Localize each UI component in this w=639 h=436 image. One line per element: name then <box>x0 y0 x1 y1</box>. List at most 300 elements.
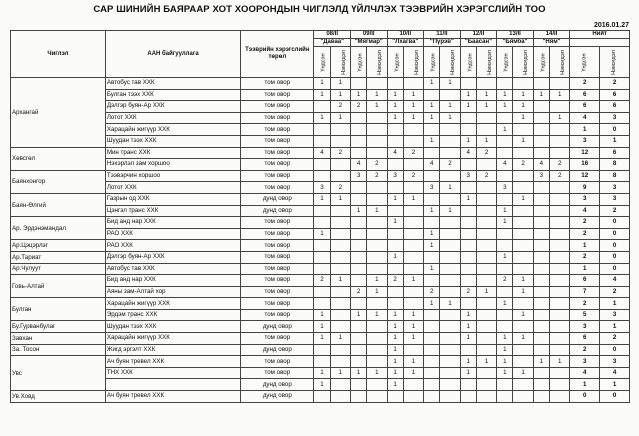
day-count <box>476 159 496 171</box>
day-count <box>533 78 549 90</box>
day-count <box>403 286 423 298</box>
day-count <box>513 147 533 159</box>
day-count: 1 <box>403 89 423 101</box>
day-name: "Баасан" <box>460 39 497 47</box>
day-count <box>460 344 476 356</box>
day-count <box>550 135 570 147</box>
vehicle-type: том овор <box>241 356 314 368</box>
day-count <box>513 321 533 333</box>
aimag-name: Завхан <box>11 333 106 345</box>
vehicle-type: дунд овор <box>241 379 314 391</box>
day-count <box>550 147 570 159</box>
total-count: 16 <box>570 159 600 171</box>
total-count: 4 <box>570 367 600 379</box>
total-count: 0 <box>570 391 600 403</box>
day-count: 1 <box>440 78 460 90</box>
day-count <box>513 356 533 368</box>
company-name: Лотот ХХК <box>105 182 240 194</box>
day-count: 1 <box>387 321 403 333</box>
day-count: 1 <box>387 309 403 321</box>
day-count <box>513 344 533 356</box>
day-count: 1 <box>387 101 403 113</box>
day-count <box>367 333 387 345</box>
day-count <box>367 391 387 403</box>
day-count: 1 <box>497 217 513 229</box>
day-count: 2 <box>497 275 513 287</box>
total-count: 0 <box>600 240 630 252</box>
day-count <box>497 321 513 333</box>
aimag-name: Архангай <box>11 78 106 148</box>
total-count: 2 <box>600 205 630 217</box>
day-count <box>460 205 476 217</box>
day-count <box>460 78 476 90</box>
day-count <box>497 379 513 391</box>
day-date: 10/II <box>387 31 424 39</box>
day-count: 3 <box>314 182 330 194</box>
day-count <box>497 193 513 205</box>
vehicle-type: том овор <box>241 333 314 345</box>
day-count <box>460 391 476 403</box>
day-count <box>367 124 387 136</box>
total-count: 1 <box>570 240 600 252</box>
company-name: Харацайн жигүүр ХХК <box>105 333 240 345</box>
day-count <box>476 112 496 124</box>
day-count <box>533 217 549 229</box>
day-count: 1 <box>497 205 513 217</box>
day-count <box>476 240 496 252</box>
day-count <box>440 286 460 298</box>
total-count: 12 <box>570 170 600 182</box>
day-count <box>460 228 476 240</box>
table-row <box>11 333 630 345</box>
day-count <box>330 344 350 356</box>
sub-label: Үндсэн <box>430 52 437 72</box>
day-count: 1 <box>440 101 460 113</box>
day-count <box>476 78 496 90</box>
total-count: 3 <box>600 193 630 205</box>
day-count <box>550 101 570 113</box>
day-count <box>387 159 403 171</box>
total-count: 4 <box>600 275 630 287</box>
day-date: 09/II <box>350 31 387 39</box>
day-count <box>387 391 403 403</box>
day-count <box>350 344 366 356</box>
day-count: 2 <box>367 170 387 182</box>
vehicle-type: том овор <box>241 240 314 252</box>
table-row <box>11 321 630 333</box>
day-count: 2 <box>330 101 350 113</box>
aimag-name: Ар.Чулуут <box>11 263 106 275</box>
day-count <box>476 367 496 379</box>
document-date: 2016.01.27 <box>593 22 629 29</box>
day-count <box>367 182 387 194</box>
day-count: 1 <box>497 251 513 263</box>
day-count <box>424 89 440 101</box>
day-count <box>513 391 533 403</box>
vehicle-type: дунд овор <box>241 193 314 205</box>
total-count: 7 <box>570 286 600 298</box>
day-count <box>533 182 549 194</box>
day-count <box>513 263 533 275</box>
day-count <box>330 391 350 403</box>
vehicle-type: дунд овор <box>241 344 314 356</box>
day-count: 1 <box>550 356 570 368</box>
day-count <box>330 217 350 229</box>
day-count <box>330 321 350 333</box>
day-count <box>350 228 366 240</box>
sub-sub1 <box>350 47 366 78</box>
day-count: 1 <box>387 217 403 229</box>
table-row <box>11 78 630 90</box>
day-count: 1 <box>387 379 403 391</box>
day-count: 1 <box>387 333 403 345</box>
day-count: 1 <box>314 321 330 333</box>
vehicle-type: том овор <box>241 170 314 182</box>
day-count <box>440 240 460 252</box>
day-count <box>440 356 460 368</box>
day-count <box>533 344 549 356</box>
sub-sub2 <box>330 47 350 78</box>
day-count <box>424 333 440 345</box>
day-count: 1 <box>497 344 513 356</box>
total-count: 2 <box>600 333 630 345</box>
total-count: 1 <box>570 124 600 136</box>
total-count: 3 <box>600 182 630 194</box>
day-count <box>403 159 423 171</box>
day-count: 1 <box>460 89 476 101</box>
day-count <box>533 135 549 147</box>
day-count: 1 <box>497 124 513 136</box>
day-count <box>550 379 570 391</box>
total-count: 0 <box>600 263 630 275</box>
day-count <box>460 251 476 263</box>
day-count <box>350 391 366 403</box>
aimag-name: За. Тосон <box>11 344 106 356</box>
total-count: 3 <box>570 193 600 205</box>
vehicle-type: дунд овор <box>241 321 314 333</box>
vehicle-type: том овор <box>241 112 314 124</box>
day-count <box>424 251 440 263</box>
day-count <box>550 205 570 217</box>
day-count <box>403 182 423 194</box>
day-count <box>330 205 350 217</box>
day-count: 2 <box>367 159 387 171</box>
day-count <box>330 228 350 240</box>
day-count <box>460 159 476 171</box>
day-count: 2 <box>330 182 350 194</box>
day-count <box>350 263 366 275</box>
day-count <box>440 135 460 147</box>
day-count <box>367 228 387 240</box>
day-count <box>330 309 350 321</box>
day-count <box>314 124 330 136</box>
sub-sub1 <box>533 47 549 78</box>
day-count: 1 <box>440 112 460 124</box>
day-count <box>403 217 423 229</box>
day-count <box>550 193 570 205</box>
day-count: 1 <box>476 135 496 147</box>
day-count <box>533 391 549 403</box>
day-count: 1 <box>330 275 350 287</box>
day-count <box>460 112 476 124</box>
vehicle-type: том овор <box>241 101 314 113</box>
day-count <box>440 333 460 345</box>
aimag-name: Бу.Гурванбулаг <box>11 321 106 333</box>
day-count: 1 <box>497 101 513 113</box>
aimag-name: Ар.Тариат <box>11 251 106 263</box>
company-name: Шуудан тээх ХХК <box>105 321 240 333</box>
day-count: 1 <box>314 193 330 205</box>
vehicle-type: том овор <box>241 78 314 90</box>
day-count <box>440 89 460 101</box>
day-count: 1 <box>403 193 423 205</box>
day-count <box>533 147 549 159</box>
day-count: 1 <box>497 356 513 368</box>
sub-label: Үндсэн <box>394 52 401 72</box>
day-count <box>513 228 533 240</box>
day-count: 1 <box>476 101 496 113</box>
vehicle-type: том овор <box>241 135 314 147</box>
day-count <box>350 356 366 368</box>
table-row <box>11 193 630 205</box>
day-count: 4 <box>314 147 330 159</box>
aimag-name: Говь-Алтай <box>11 275 106 298</box>
col-total: Нийт <box>570 31 630 39</box>
day-count <box>350 379 366 391</box>
company-name: РАО ХХК <box>105 240 240 252</box>
day-count <box>330 379 350 391</box>
aimag-name: Ар.Цэцэрлэг <box>11 240 106 252</box>
day-count: 1 <box>513 89 533 101</box>
day-count <box>550 251 570 263</box>
total-count: 2 <box>570 228 600 240</box>
day-count <box>533 193 549 205</box>
day-count <box>513 251 533 263</box>
day-count: 1 <box>387 193 403 205</box>
day-count: 3 <box>533 170 549 182</box>
day-count: 1 <box>387 356 403 368</box>
total-count: 1 <box>570 263 600 275</box>
day-count: 1 <box>424 205 440 217</box>
day-count: 1 <box>513 309 533 321</box>
total-count: 0 <box>600 217 630 229</box>
day-count: 1 <box>513 275 533 287</box>
day-count <box>533 379 549 391</box>
day-count: 1 <box>440 205 460 217</box>
sub-label: Үндсэн <box>540 52 547 72</box>
day-count: 2 <box>330 147 350 159</box>
table-row <box>11 298 630 310</box>
day-count: 4 <box>460 147 476 159</box>
day-count <box>403 205 423 217</box>
day-count: 1 <box>403 321 423 333</box>
sub-label: Нэмэгдэл <box>486 49 493 75</box>
sub-sub2 <box>367 47 387 78</box>
company-name: Автобус тав ХХК <box>105 78 240 90</box>
day-count <box>350 217 366 229</box>
company-name: Дэлгэр буян-Ар ХХК <box>105 101 240 113</box>
day-count: 1 <box>314 89 330 101</box>
day-count <box>387 228 403 240</box>
day-count <box>387 135 403 147</box>
company-name: Газрын од ХХК <box>105 193 240 205</box>
aimag-name: Ар. Эрдэнэмандал <box>11 217 106 240</box>
day-count: 2 <box>460 286 476 298</box>
day-count <box>460 124 476 136</box>
day-count <box>476 333 496 345</box>
schedule-table <box>10 30 630 403</box>
day-count: 1 <box>513 333 533 345</box>
day-count: 1 <box>497 298 513 310</box>
total-count: 2 <box>570 251 600 263</box>
day-count <box>440 379 460 391</box>
day-count: 1 <box>476 286 496 298</box>
day-count <box>350 251 366 263</box>
day-count: 1 <box>513 112 533 124</box>
day-count <box>440 193 460 205</box>
vehicle-type: том овор <box>241 367 314 379</box>
total-count: 6 <box>600 101 630 113</box>
total-count: 1 <box>600 298 630 310</box>
sub-sub1 <box>570 47 600 78</box>
day-count: 2 <box>314 275 330 287</box>
day-count <box>513 379 533 391</box>
col-vehicle-type: Тээврийн хэрэгслийн төрөл <box>241 31 314 78</box>
total-count: 3 <box>570 321 600 333</box>
sub-sub2 <box>440 47 460 78</box>
day-count <box>403 391 423 403</box>
day-count: 1 <box>314 367 330 379</box>
total-count: 6 <box>600 89 630 101</box>
day-count <box>533 298 549 310</box>
col-company: ААН байгууллага <box>105 31 240 78</box>
table-row <box>11 275 630 287</box>
vehicle-type: том овор <box>241 263 314 275</box>
company-name: Харацайн жигүүр ХХК <box>105 298 240 310</box>
day-count <box>533 228 549 240</box>
day-count <box>550 240 570 252</box>
day-count <box>476 344 496 356</box>
day-count: 1 <box>350 89 366 101</box>
day-count <box>533 367 549 379</box>
company-name: Нэхэрлэл зам хоршоо <box>105 159 240 171</box>
day-count: 1 <box>367 367 387 379</box>
day-count <box>513 240 533 252</box>
day-count: 1 <box>330 333 350 345</box>
day-count <box>403 263 423 275</box>
total-count: 6 <box>570 89 600 101</box>
sub-label: Үндсэн <box>357 52 364 72</box>
day-count <box>497 309 513 321</box>
vehicle-type: том овор <box>241 147 314 159</box>
day-count: 2 <box>550 170 570 182</box>
day-count: 1 <box>513 286 533 298</box>
day-count: 1 <box>497 89 513 101</box>
day-count: 2 <box>476 147 496 159</box>
day-count <box>497 263 513 275</box>
day-count <box>497 112 513 124</box>
day-count: 1 <box>424 78 440 90</box>
day-count <box>550 124 570 136</box>
day-count: 1 <box>403 333 423 345</box>
day-count <box>367 78 387 90</box>
day-count <box>350 182 366 194</box>
company-name: Эрдэм транс ХХК <box>105 309 240 321</box>
day-count <box>550 78 570 90</box>
day-count <box>314 170 330 182</box>
total-count: 8 <box>600 159 630 171</box>
table-header <box>11 31 630 78</box>
day-count: 1 <box>476 89 496 101</box>
company-name: Булган тээх ХХК <box>105 89 240 101</box>
sub-label: Нэмэгдэл <box>377 49 384 75</box>
day-count: 1 <box>533 89 549 101</box>
vehicle-type: том овор <box>241 251 314 263</box>
aimag-name: Увс <box>11 356 106 391</box>
total-count: 4 <box>600 367 630 379</box>
day-count <box>314 391 330 403</box>
vehicle-type: том овор <box>241 217 314 229</box>
day-count: 1 <box>460 321 476 333</box>
day-count <box>440 391 460 403</box>
day-count: 2 <box>476 170 496 182</box>
vehicle-type: том овор <box>241 309 314 321</box>
day-count <box>550 333 570 345</box>
total-count: 3 <box>570 356 600 368</box>
day-count <box>533 263 549 275</box>
day-count <box>350 193 366 205</box>
day-count: 1 <box>424 240 440 252</box>
day-count: 1 <box>314 379 330 391</box>
sub-sub2 <box>403 47 423 78</box>
day-count: 4 <box>497 159 513 171</box>
header-row-dates <box>11 31 630 39</box>
aimag-name: Булган <box>11 298 106 321</box>
day-count <box>367 263 387 275</box>
day-count <box>403 298 423 310</box>
company-name: Харацайн жигүүр ХХК <box>105 124 240 136</box>
day-count <box>476 124 496 136</box>
day-count <box>440 251 460 263</box>
aimag-name: Хөвсгөл <box>11 147 106 170</box>
day-count <box>550 309 570 321</box>
day-count <box>497 391 513 403</box>
table-row <box>11 240 630 252</box>
day-count <box>550 217 570 229</box>
day-count <box>314 101 330 113</box>
day-count <box>330 356 350 368</box>
total-count: 2 <box>600 78 630 90</box>
vehicle-type: том овор <box>241 228 314 240</box>
day-count <box>476 391 496 403</box>
day-count <box>330 124 350 136</box>
day-count: 3 <box>460 170 476 182</box>
day-count <box>387 182 403 194</box>
day-count <box>440 367 460 379</box>
day-count: 1 <box>513 367 533 379</box>
day-count <box>314 205 330 217</box>
day-count <box>476 228 496 240</box>
day-count <box>424 367 440 379</box>
aimag-name: Ув.Ховд <box>11 391 106 403</box>
day-count <box>403 124 423 136</box>
day-count <box>497 147 513 159</box>
day-count <box>350 147 366 159</box>
page-title: САР ШИНИЙН БАЯРААР ХОТ ХООРОНДЫН ЧИГЛЭЛД ҮЙЛЧЛЭХ ТЭЭВРИЙН ХЭРЭГСЛИЙН ТОО <box>93 4 546 15</box>
day-count <box>424 124 440 136</box>
company-name: Шуудан тээх ХХК <box>105 135 240 147</box>
company-name: Ач буян тревел ХХК <box>105 356 240 368</box>
